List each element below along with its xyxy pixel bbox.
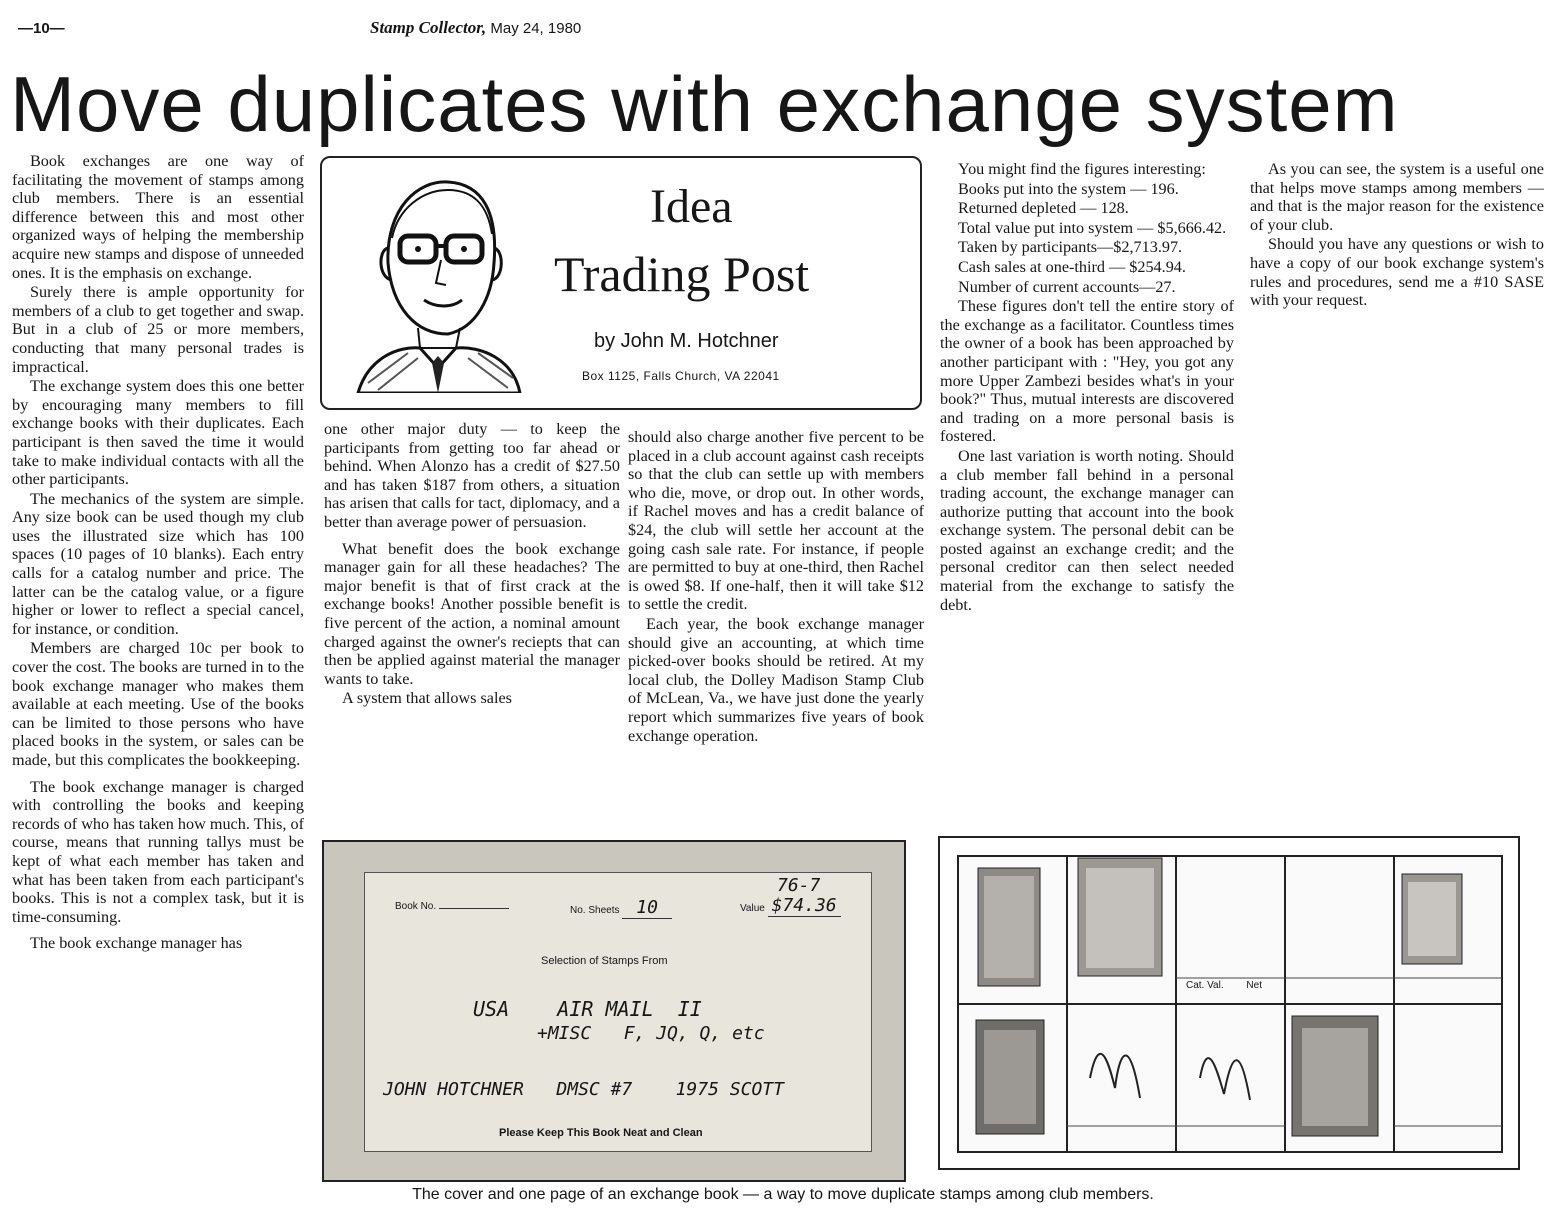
publication-name: Stamp Collector, xyxy=(370,18,487,37)
author-address: Box 1125, Falls Church, VA 22041 xyxy=(582,369,780,383)
paragraph: The exchange system does this one better by encouraging many members to fill exchange books with their duplicates. Each participant is then saved the time it would take to make individual contacts with all the other participants. xyxy=(12,377,304,489)
value-field xyxy=(740,895,841,916)
column-header-box xyxy=(320,156,922,410)
handwritten-line-3: JOHN HOTCHNER DMSC #7 1975 SCOTT xyxy=(383,1079,784,1100)
stat-line: Total value put into system — $5,666.42. xyxy=(958,218,1227,237)
paragraph: One last variation is worth noting. Should a club member fall behind in a personal trading account, the exchange manager can authorize putting that account into the book exchange system. The personal debit can be posted against an exchange credit; and the personal creditor can then select needed material from the exchange to satisfy the debt. xyxy=(940,446,1234,614)
paragraph: Each year, the book exchange manager should give an accounting, at which time picked-over books should be retired. At my local club, the Dolley Madison Stamp Club of McLean, Va., we have just done the yearly report which summarizes five years of book exchange operation. xyxy=(628,614,924,745)
handwritten-line-2: +MISC F, JQ, Q, etc xyxy=(537,1023,765,1044)
exchange-book-page-grid xyxy=(940,838,1518,1168)
paragraph: The book exchange manager is charged with controlling the books and keeping records of who has taken how much. This, of course, means that running tallys must be kept of what each member has taken and what has been taken from each participant's books. This is not a complex task, but it is time-consuming. xyxy=(12,777,304,926)
paragraph: should also charge another five percent to be placed in a club account against cash receipts so that the club can settle up with members who die, move, or drop out. In other words, if Rachel moves and has a credit balance of $24, the club will settle her account at the going cash sale rate. For instance, if people are permitted to buy at one-third, then Rachel is owed $8. If one-half, then it will take $12 to settle the credit. xyxy=(628,428,924,614)
paragraph: Should you have any questions or wish to have a copy of our book exchange system's rules and procedures, send me a #10 SASE with your request. xyxy=(1250,235,1544,310)
photo-caption: The cover and one page of an exchange book — a way to move duplicate stamps among club members. xyxy=(412,1186,1154,1203)
masthead xyxy=(370,18,581,38)
article-column-2 xyxy=(324,420,620,708)
book-number-handwritten: 76-7 xyxy=(777,875,821,896)
sheets-label: No. Sheets xyxy=(570,905,620,916)
exchange-book-cover xyxy=(364,872,872,1152)
author-portrait xyxy=(348,168,528,393)
value-amount: $74.36 xyxy=(768,895,841,917)
paragraph: The mechanics of the system are simple. Any size book can be used though my club uses the illustrated size which has 100 spaces (10 pages of 10 blanks). Each entry calls for a catalog number and price. The latter can be the catalog value, or a figure higher or lower to reflect a special cancel, for instance, or condition. xyxy=(12,489,304,638)
paragraph: What benefit does the book exchange manager gain for all these headaches? The major benefit is that of first crack at the exchange books! Another possible benefit is five percent of the action, a nominal amount charged against the owner's reciepts that can then be applied against material the manager wants to take. xyxy=(324,539,620,688)
stat-line: Number of current accounts—27. xyxy=(958,277,1176,296)
paragraph: The book exchange manager has xyxy=(30,934,243,953)
paragraph: Book exchanges are one way of facilitating the movement of stamps among club members. There is an essential difference between this and most other organized ways of helping the membership acquire new stamps and dispose of unneeded ones. It is the emphasis on exchange. xyxy=(12,152,304,282)
exchange-book-page-photo xyxy=(938,836,1520,1170)
article-column-1 xyxy=(12,152,304,953)
value-label: Val. xyxy=(1207,980,1224,991)
page-number: —10— xyxy=(18,20,65,37)
stat-line: Returned depleted — 128. xyxy=(958,199,1129,218)
stat-line: Taken by participants—$2,713.97. xyxy=(958,238,1183,257)
sheets-field xyxy=(570,897,672,918)
article-column-5 xyxy=(1250,160,1544,310)
handwritten-line-1: USA AIR MAIL II xyxy=(473,997,702,1021)
paragraph: These figures don't tell the entire story of the exchange as a facilitator. Countless times the owner of a book has been approached by another participant with : "Hey, you got any more Upper Zambezi besides what's in your book?" Thus, mutual interests are discovered and trading on a more personal basis is fostered. xyxy=(940,297,1234,446)
column-title-trading-post: Trading Post xyxy=(554,246,810,302)
selection-label: Selection of Stamps From xyxy=(541,955,668,967)
book-no-field xyxy=(395,901,509,912)
paragraph: You might find the figures interesting: xyxy=(958,160,1206,178)
book-no-label: Book No. xyxy=(395,901,437,912)
paragraph: A system that allows sales xyxy=(342,689,512,708)
headline: Move duplicates with exchange system xyxy=(10,60,1399,148)
paragraph: Surely there is ample opportunity for members of a club to get together and swap. But in a club of 25 or more members, conducting that many personal trades is impractical. xyxy=(12,283,304,376)
article-column-4 xyxy=(940,160,1234,614)
paragraph: Members are charged 10c per book to cover the cost. The books are turned in to the book exchange manager who makes them available at each meeting. Use of the books can be limited to those persons who have placed books in the system, or sales can be made, but this complicates the bookkeeping. xyxy=(12,639,304,769)
paragraph: one other major duty — to keep the participants from getting too far ahead or behind. When Alonzo has a credit of $27.50 and has taken $187 from others, a situation has arisen that calls for tact, diplomacy, and a better than average power of persuasion. xyxy=(324,420,620,531)
catalog-label: Cat. xyxy=(1186,980,1205,991)
article-column-3 xyxy=(628,428,924,745)
stat-line: Books put into the system — 196. xyxy=(958,179,1179,198)
exchange-book-cover-photo xyxy=(322,840,906,1182)
column-byline: by John M. Hotchner xyxy=(594,330,779,352)
net-label: Net xyxy=(1246,980,1262,991)
column-title-idea: Idea xyxy=(650,180,733,233)
issue-date: May 24, 1980 xyxy=(490,20,582,37)
sheets-value: 10 xyxy=(622,897,672,919)
cell-labels xyxy=(1186,980,1262,991)
paragraph: As you can see, the system is a useful one that helps move stamps among members — and that is the major reason for the existence of your club. xyxy=(1250,160,1544,234)
cover-footer: Please Keep This Book Neat and Clean xyxy=(499,1127,703,1139)
stat-line: Cash sales at one-third — $254.94. xyxy=(958,257,1186,276)
value-label: Value xyxy=(740,903,765,914)
